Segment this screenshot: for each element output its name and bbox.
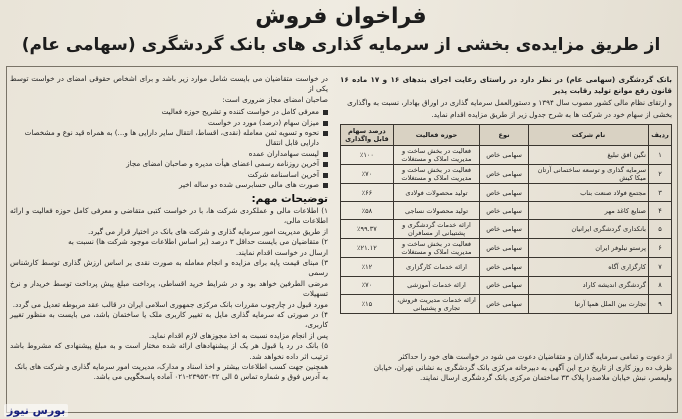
note-line: مورد قبول در چارچوب مقررات بانک مرکزی جمهوری اسلامی ایران در قالب عقد مربوطه تعدیل می گردد. <box>12 299 328 309</box>
left-column <box>10 74 328 382</box>
requirement-item: صورت های مالی حسابرسی شده دو ساله اخیر <box>10 180 328 190</box>
table-row <box>341 239 672 258</box>
cell-activity-area: فعالیت در بخش ساخت و مدیریت املاک و مستغلات <box>393 239 479 258</box>
cell-row-number: ۸ <box>649 276 672 294</box>
requirements-intro-1: در خواست متقاضیان می بایست شامل موارد زیر باشد و برای اشخاص حقوقی امضای در خواست توسط یکی از <box>10 74 328 94</box>
note-line: پس از انجام مزایده نسبت به اخذ مجوزهای لازم اقدام نماید. <box>148 330 328 340</box>
cell-company-name: پرستو نیلوفر ایران <box>528 239 648 258</box>
cell-share-percent: ٪۷۰ <box>341 165 394 184</box>
table-row <box>341 276 672 294</box>
cell-company-name: کارگزاری آگاه <box>528 258 648 276</box>
cell-company-type: سهامی خاص <box>480 146 529 165</box>
cell-company-name: مجتمع فولاد صنعت بناب <box>528 184 648 202</box>
bottom-notice <box>8 352 672 384</box>
cell-row-number: ۶ <box>649 239 672 258</box>
note-line: از طریق مدیریت امور سرمایه گذاری و شرکت های بانک در اختیار قرار می گیرد. <box>87 226 328 236</box>
requirement-item: آخرین روزنامه رسمی اعضای هیأت مدیره و صاحبان امضای مجاز <box>10 159 328 169</box>
cell-row-number: ۱ <box>649 146 672 165</box>
header-activity: حوزه فعالیت <box>393 125 479 146</box>
requirement-item: لیست سهامداران عمده <box>10 149 328 159</box>
cell-share-percent: ٪۹۹.۳۷ <box>341 220 394 239</box>
cell-company-name: سرمایه گذاری و توسعه ساختمانی آرتان میکا کیش <box>528 165 648 184</box>
cell-activity-area: تولید محصولات نساجی <box>393 202 479 220</box>
header-type: نوع <box>480 125 529 146</box>
cell-company-type: سهامی خاص <box>480 220 529 239</box>
note-line: ۳) مبنای قیمت پایه برای مزایده و انجام معامله به صورت نقدی بر اساس ارزش گذاری توسط کارشناس رسمی <box>10 257 328 278</box>
auction-table <box>340 124 672 314</box>
requirements-intro-2: صاحبان امضای مجاز ضروری است: <box>222 94 328 104</box>
note-line: به آدرس فوق و شماره تماس ۵ الی ۲۳۹۵۳۰۳۲-۰۲۱ آماده پاسخگویی می باشد. <box>93 372 328 382</box>
table-row <box>341 146 672 165</box>
table-header-row <box>341 125 672 146</box>
intro-line-1: بانک گردشگری (سهامی عام) در نظر دارد در راستای رعایت اجرای بندهای ۱۶ و ۱۷ ماده ۱۶ قانون رفع موانع تولید رقابت پذیر <box>340 75 672 95</box>
cell-row-number: ۷ <box>649 258 672 276</box>
cell-company-name: صنایع کاغذ مهر <box>528 202 648 220</box>
requirement-item: نحوه و تسویه ثمن معامله (نقدی، اقساط، انتقال سایر دارایی ها و...) به همراه قید نوع و مشخصات دارایی قابل انتقال <box>10 128 328 149</box>
cell-row-number: ۳ <box>649 184 672 202</box>
header-share-percent: درصد سهام قابل واگذاری <box>341 125 394 146</box>
table-row <box>341 202 672 220</box>
cell-share-percent: ٪۵۸ <box>341 202 394 220</box>
cell-company-type: سهامی خاص <box>480 276 529 294</box>
notice-line-3: ولیعصر، نبش خیابان ملاصدرا پلاک ۳۳ ساختمان مرکزی بانک گردشگری ارسال نمایند. <box>419 373 672 382</box>
cell-company-type: سهامی خاص <box>480 294 529 313</box>
note-line: ارسال در خواست اقدام نمایند. <box>235 247 328 257</box>
note-line: ۱) اطلاعات مالی و عملکردی شرکت ها، با در خواست کتبی متقاضی و معرفی کامل حوزه فعالیت و ارائه اطلاعات مالی، <box>10 205 328 226</box>
logo-text: بورس نیوز <box>7 404 66 417</box>
cell-row-number: ۵ <box>649 220 672 239</box>
cell-company-name: گردشگری اندیشه کاراد <box>528 276 648 294</box>
header-company-name: نام شرکت <box>528 125 648 146</box>
cell-row-number: ۹ <box>649 294 672 313</box>
notice-line-1: از دعوت و تمامی سرمایه گذاران و متقاضیان دعوت می شود در خواست های خود را حداکثر <box>398 352 672 361</box>
cell-company-type: سهامی خاص <box>480 258 529 276</box>
table-row <box>341 258 672 276</box>
cell-row-number: ۲ <box>649 165 672 184</box>
ad-subtitle: از طریق مزایده‌ی بخشی از سرمایه گذاری های بانک گردشگری (سهامی عام) <box>21 35 661 55</box>
bourse-news-logo <box>4 404 68 417</box>
cell-share-percent: ٪۶۶ <box>341 184 394 202</box>
cell-company-type: سهامی خاص <box>480 184 529 202</box>
table-row <box>341 165 672 184</box>
cell-company-type: سهامی خاص <box>480 239 529 258</box>
cell-activity-area: ارائه خدمات مدیریت فروش، تجاری و پشتیبانی <box>393 294 479 313</box>
cell-activity-area: ارائه خدمات آموزشی <box>393 276 479 294</box>
table-row <box>341 220 672 239</box>
intro-line-3: بخشی از سهام خود در شرکت ها به شرح جدول زیر از طریق مزایده اقدام نماید. <box>431 110 672 119</box>
cell-share-percent: ٪۱۰۰ <box>341 146 394 165</box>
header-row-number: ردیف <box>649 125 672 146</box>
cell-activity-area: ارائه خدمات گردشگری و پشتیبانی از مسافران <box>393 220 479 239</box>
cell-company-name: تجارت بین الملل همپا آرتیا <box>528 294 648 313</box>
cell-share-percent: ٪۲۱.۱۲ <box>341 239 394 258</box>
requirement-item: میزان سهام (درصد) مورد در خواست <box>10 118 328 128</box>
cell-share-percent: ٪۱۲ <box>341 258 394 276</box>
requirement-item: آخرین اساسنامه شرکت <box>10 170 328 180</box>
notes-title: توضیحات مهم: <box>251 193 328 206</box>
ad-title: فراخوان فروش <box>255 4 427 29</box>
notice-line-2: ظرف ده روز کاری از تاریخ درج این آگهی به دبیرخانه مرکزی بانک گردشگری به نشانی تهران، خیابان <box>373 362 672 372</box>
table-row <box>341 184 672 202</box>
cell-activity-area: ارائه خدمات کارگزاری <box>393 258 479 276</box>
note-line: مرضی الطرفین خواهد بود و در شرایط خرید اقساطی، پرداخت مبلغ پیش پرداخت توسط خریدار و نرخ تسهیلات <box>10 278 328 299</box>
cell-row-number: ۴ <box>649 202 672 220</box>
intro-line-2: و ارتقای نظام مالی کشور مصوب سال ۱۳۹۴ و دستورالعمل سرمایه گذاری در اوراق بهادار، نسبت به واگذاری <box>347 98 672 107</box>
note-line: ۴) در صورتی که سرمایه گذاری مایل به تغییر کاربری ملک یا ساختمان باشد، می بایست به منظور تغییر کاربری، <box>10 309 328 330</box>
cell-share-percent: ٪۱۵ <box>341 294 394 313</box>
cell-activity-area: تولید محصولات فولادی <box>393 184 479 202</box>
cell-activity-area: فعالیت در بخش ساخت و مدیریت املاک و مستغلات <box>393 165 479 184</box>
intro-text <box>340 74 672 120</box>
cell-company-name: نگین افق تبلیغ <box>528 146 648 165</box>
table-row <box>341 294 672 313</box>
cell-share-percent: ٪۷۰ <box>341 276 394 294</box>
cell-company-type: سهامی خاص <box>480 165 529 184</box>
cell-company-name: بانکداری گردشگری ایرانیان <box>528 220 648 239</box>
requirements-list <box>10 107 328 190</box>
cell-activity-area: فعالیت در بخش ساخت و مدیریت املاک و مستغلات <box>393 146 479 165</box>
cell-company-type: سهامی خاص <box>480 202 529 220</box>
note-line: ۲) متقاضیان می بایست حداقل ۳ درصد (بر اساس اطلاعات موجود شرکت ها) نسبت به <box>68 237 328 247</box>
requirement-item: معرفی کامل در خواست کننده و تشریح حوزه فعالیت <box>10 107 328 117</box>
note-line: ۵) بانک در رد یا قبول هر یک از پیشنهادهای ارائه شده مختار است و به مبلغ پیشنهادی که مشروط باشد ترتیب اثر داده نخواهد شد. <box>10 341 328 361</box>
note-line: همچنین جهت کسب اطلاعات بیشتر و اخذ اسناد و مدارک، مدیریت امور سرمایه گذاری و شرکت های بانک <box>14 361 328 371</box>
